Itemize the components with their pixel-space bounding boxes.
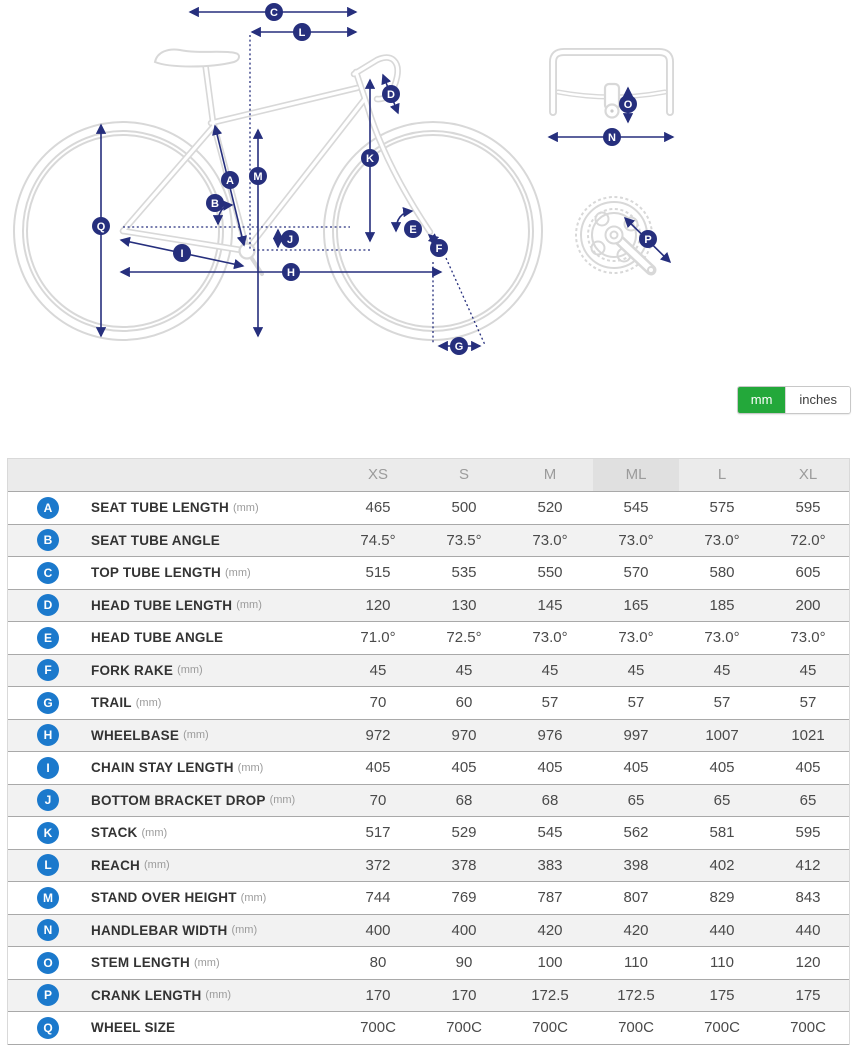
size-header: S [458, 466, 469, 483]
geometry-value: 744 [365, 889, 391, 907]
geometry-value: 843 [795, 889, 821, 907]
geometry-row [8, 752, 849, 785]
row-label: REACH [91, 857, 141, 873]
geometry-value: 172.5 [617, 986, 655, 1004]
geometry-table [7, 458, 850, 1045]
row-letter-badge: N [37, 919, 59, 941]
geometry-value: 398 [623, 856, 649, 874]
marker-o [619, 95, 637, 113]
row-label: FORK RAKE [91, 662, 174, 678]
svg-text:Q: Q [96, 221, 106, 233]
geometry-table-body [8, 492, 849, 1045]
geometry-value: 970 [451, 726, 477, 744]
geometry-row-label-cell [8, 919, 335, 941]
marker-k [361, 149, 379, 167]
geometry-value: 65 [713, 791, 731, 809]
geometry-row-label-cell [8, 562, 335, 584]
geometry-value: 807 [623, 889, 649, 907]
row-letter-badge: I [37, 757, 59, 779]
svg-text:M: M [253, 171, 263, 183]
row-unit: (mm) [135, 696, 162, 709]
handlebar-top-view [553, 52, 670, 118]
geometry-row [8, 850, 849, 883]
geometry-value: 595 [795, 824, 821, 842]
svg-text:J: J [286, 234, 294, 246]
geometry-value: 73.0° [704, 629, 740, 647]
row-letter-badge: E [37, 627, 59, 649]
geometry-value: 400 [451, 921, 477, 939]
geometry-value: 100 [537, 954, 563, 972]
geometry-value: 90 [455, 954, 473, 972]
geometry-row [8, 980, 849, 1013]
geometry-row [8, 720, 849, 753]
geometry-value: 60 [455, 694, 473, 712]
frame-outline [123, 58, 430, 251]
row-label: TRAIL [91, 695, 132, 711]
units-mm-button[interactable]: mm [738, 387, 786, 413]
row-label: TOP TUBE LENGTH [91, 565, 222, 581]
geometry-row-label-cell [8, 529, 335, 551]
geometry-value: 769 [451, 889, 477, 907]
geometry-value: 515 [365, 564, 391, 582]
size-header: XL [798, 466, 818, 483]
geometry-row-label-cell [8, 822, 335, 844]
geometry-value: 170 [451, 986, 477, 1004]
geometry-value: 529 [451, 824, 477, 842]
geometry-value: 595 [795, 499, 821, 517]
geometry-value: 420 [623, 921, 649, 939]
row-unit: (mm) [205, 989, 232, 1002]
marker-p [639, 230, 657, 248]
geometry-value: 45 [541, 661, 559, 679]
geometry-value: 70 [369, 791, 387, 809]
geometry-value: 45 [713, 661, 731, 679]
geometry-value: 110 [710, 954, 734, 972]
geometry-row [8, 622, 849, 655]
geometry-value: 562 [623, 824, 649, 842]
marker-i [173, 244, 191, 262]
svg-text:I: I [180, 248, 184, 260]
geometry-value: 120 [365, 596, 391, 614]
geometry-value: 700C [532, 1019, 568, 1037]
geometry-value: 575 [709, 499, 735, 517]
geometry-value: 378 [451, 856, 477, 874]
geometry-value: 700C [446, 1019, 482, 1037]
geometry-row-label-cell [8, 757, 335, 779]
row-letter-badge: B [37, 529, 59, 551]
geometry-value: 73.0° [618, 531, 654, 549]
row-label: HEAD TUBE ANGLE [91, 630, 224, 646]
row-unit: (mm) [269, 794, 296, 807]
geometry-row-label-cell [8, 984, 335, 1006]
svg-text:K: K [366, 153, 374, 165]
marker-f [430, 239, 448, 257]
geometry-row-label-cell [8, 497, 335, 519]
size-header: ML [593, 459, 679, 491]
bike-geometry-diagram [0, 0, 857, 380]
geometry-value: 545 [623, 499, 649, 517]
row-label: SEAT TUBE ANGLE [91, 532, 221, 548]
row-unit: (mm) [240, 891, 267, 904]
svg-text:F: F [435, 243, 443, 255]
row-unit: (mm) [232, 501, 259, 514]
row-label: STAND OVER HEIGHT [91, 890, 237, 906]
geometry-value: 73.5° [446, 531, 482, 549]
geometry-value: 580 [709, 564, 735, 582]
geometry-row [8, 525, 849, 558]
geometry-value: 110 [624, 954, 648, 972]
geometry-value: 72.5° [446, 629, 482, 647]
geometry-value: 440 [795, 921, 821, 939]
geometry-value: 372 [365, 856, 391, 874]
row-unit: (mm) [177, 664, 203, 677]
marker-j [281, 230, 299, 248]
marker-b [206, 194, 224, 212]
geometry-value: 581 [709, 824, 735, 842]
geometry-value: 73.0° [532, 531, 568, 549]
geometry-value: 185 [709, 596, 735, 614]
size-header: L [717, 466, 727, 483]
geometry-value: 1007 [705, 726, 739, 744]
geometry-value: 175 [709, 986, 735, 1004]
svg-text:G: G [454, 341, 464, 353]
geometry-value: 402 [709, 856, 735, 874]
row-unit: (mm) [236, 599, 262, 612]
size-header-row [8, 459, 849, 492]
geometry-value: 45 [627, 661, 645, 679]
svg-text:L: L [298, 27, 306, 39]
geometry-value: 405 [709, 759, 735, 777]
geometry-value: 45 [799, 661, 817, 679]
geometry-row [8, 817, 849, 850]
units-inches-button[interactable]: inches [785, 387, 850, 413]
row-letter-badge: H [37, 724, 59, 746]
geometry-value: 74.5° [360, 531, 396, 549]
geometry-value: 57 [541, 694, 559, 712]
geometry-row-label-cell [8, 724, 335, 746]
marker-n [603, 128, 621, 146]
row-letter-badge: A [37, 497, 59, 519]
svg-text:E: E [409, 224, 417, 236]
size-header: M [543, 466, 557, 483]
row-letter-badge: K [37, 822, 59, 844]
svg-text:P: P [644, 234, 652, 246]
row-letter-badge: C [37, 562, 59, 584]
geometry-value: 72.0° [790, 531, 826, 549]
geometry-row [8, 915, 849, 948]
geometry-value: 570 [623, 564, 649, 582]
marker-d [382, 85, 400, 103]
geometry-row [8, 492, 849, 525]
geometry-value: 605 [795, 564, 821, 582]
svg-text:C: C [270, 7, 278, 19]
geometry-value: 383 [537, 856, 563, 874]
geometry-row [8, 655, 849, 688]
svg-text:H: H [287, 267, 295, 279]
row-unit: (mm) [193, 956, 220, 969]
row-label: STEM LENGTH [91, 955, 190, 971]
size-header: XS [367, 466, 388, 483]
geometry-value: 500 [451, 499, 477, 517]
geometry-value: 520 [537, 499, 563, 517]
svg-text:N: N [608, 132, 616, 144]
geometry-value: 787 [537, 889, 563, 907]
geometry-row-label-cell [8, 952, 335, 974]
geometry-value: 45 [369, 661, 387, 679]
marker-e [404, 220, 422, 238]
geometry-value: 829 [709, 889, 735, 907]
geometry-value: 175 [795, 986, 821, 1004]
geometry-value: 405 [795, 759, 821, 777]
geometry-value: 700C [790, 1019, 826, 1037]
geometry-row [8, 785, 849, 818]
geometry-value: 65 [627, 791, 645, 809]
geometry-value: 145 [537, 596, 563, 614]
row-label: CRANK LENGTH [91, 987, 202, 1003]
geometry-value: 405 [451, 759, 477, 777]
geometry-value: 700C [360, 1019, 396, 1037]
saddle [155, 50, 239, 67]
row-label: WHEELBASE [91, 727, 180, 743]
geometry-value: 172.5 [531, 986, 569, 1004]
row-unit: (mm) [225, 566, 251, 579]
marker-h [282, 263, 300, 281]
geometry-value: 517 [365, 824, 391, 842]
geometry-value: 57 [799, 694, 817, 712]
row-label: HANDLEBAR WIDTH [91, 922, 228, 938]
geometry-row-label-cell [8, 692, 335, 714]
geometry-value: 130 [451, 596, 477, 614]
marker-c [265, 3, 283, 21]
row-unit: (mm) [183, 729, 209, 742]
row-letter-badge: P [37, 984, 59, 1006]
geometry-value: 70 [369, 694, 387, 712]
row-label: WHEEL SIZE [91, 1020, 176, 1036]
geometry-value: 57 [627, 694, 645, 712]
svg-text:D: D [387, 89, 395, 101]
row-label: BOTTOM BRACKET DROP [91, 792, 266, 808]
geometry-value: 71.0° [360, 629, 396, 647]
geometry-value: 1021 [791, 726, 825, 744]
geometry-value: 45 [455, 661, 473, 679]
row-letter-badge: J [37, 789, 59, 811]
geometry-value: 120 [795, 954, 821, 972]
steering-axis-reference-line [446, 258, 485, 345]
geometry-value: 405 [365, 759, 391, 777]
geometry-value: 412 [795, 856, 821, 874]
geometry-row [8, 557, 849, 590]
geometry-value: 700C [704, 1019, 740, 1037]
row-letter-badge: M [37, 887, 59, 909]
geometry-value: 68 [541, 791, 559, 809]
row-label: CHAIN STAY LENGTH [91, 760, 234, 776]
geometry-value: 73.0° [704, 531, 740, 549]
geometry-value: 170 [365, 986, 391, 1004]
geometry-value: 405 [623, 759, 649, 777]
marker-q [92, 217, 110, 235]
geometry-value: 440 [709, 921, 735, 939]
geometry-value: 165 [623, 596, 649, 614]
geometry-value: 535 [451, 564, 477, 582]
row-letter-badge: F [37, 659, 59, 681]
geometry-row-label-cell [8, 887, 335, 909]
geometry-row-label-cell [8, 789, 335, 811]
svg-text:O: O [623, 99, 633, 111]
geometry-value: 65 [799, 791, 817, 809]
geometry-value: 400 [365, 921, 391, 939]
geometry-value: 700C [618, 1019, 654, 1037]
marker-m [249, 167, 267, 185]
row-letter-badge: Q [37, 1017, 59, 1039]
row-letter-badge: O [37, 952, 59, 974]
row-letter-badge: L [37, 854, 59, 876]
reference-lines [123, 35, 485, 345]
row-label: SEAT TUBE LENGTH [91, 500, 229, 516]
geometry-value: 972 [365, 726, 391, 744]
marker-a [221, 171, 239, 189]
row-label: STACK [91, 825, 138, 841]
geometry-row-label-cell [8, 659, 335, 681]
geometry-value: 80 [369, 954, 387, 972]
row-unit: (mm) [231, 924, 258, 937]
geometry-row-label-cell [8, 627, 335, 649]
row-unit: (mm) [237, 761, 264, 774]
geometry-row [8, 687, 849, 720]
svg-text:A: A [226, 175, 234, 187]
geometry-value: 73.0° [532, 629, 568, 647]
geometry-value: 465 [365, 499, 391, 517]
row-letter-badge: G [37, 692, 59, 714]
geometry-value: 57 [713, 694, 731, 712]
geometry-value: 420 [537, 921, 563, 939]
geometry-value: 73.0° [790, 629, 826, 647]
row-unit: (mm) [144, 859, 170, 872]
units-toggle [737, 386, 851, 414]
geometry-row-label-cell [8, 854, 335, 876]
geometry-row-label-cell [8, 1017, 335, 1039]
geometry-row [8, 590, 849, 623]
geometry-value: 976 [537, 726, 563, 744]
geometry-value: 405 [537, 759, 563, 777]
marker-g [450, 337, 468, 355]
row-letter-badge: D [37, 594, 59, 616]
svg-text:B: B [211, 198, 219, 210]
row-unit: (mm) [141, 826, 168, 839]
geometry-value: 200 [795, 596, 821, 614]
geometry-value: 550 [537, 564, 563, 582]
geometry-row [8, 947, 849, 980]
geometry-row-label-cell [8, 594, 335, 616]
geometry-row [8, 1012, 849, 1045]
geometry-value: 997 [623, 726, 649, 744]
marker-l [293, 23, 311, 41]
geometry-value: 73.0° [618, 629, 654, 647]
geometry-row [8, 882, 849, 915]
geometry-value: 68 [455, 791, 473, 809]
row-label: HEAD TUBE LENGTH [91, 597, 233, 613]
geometry-value: 545 [537, 824, 563, 842]
